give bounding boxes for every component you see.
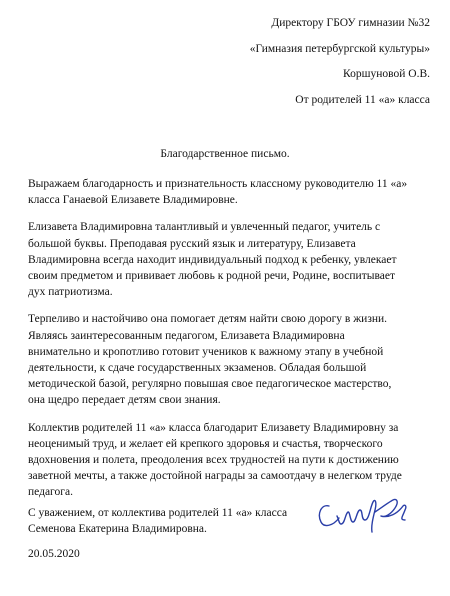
text-line: Елизавета Владимировна талантливый и увлеченный педагог, учитель с	[28, 221, 381, 234]
text-line: она щедро передает детям свои знания.	[28, 394, 221, 407]
text-line: Владимировна всегда находит индивидуальный подход к ребенку, увлекает	[28, 253, 397, 266]
text-line: вдохновения и полета, преодоления всех трудностей на пути к достижению	[28, 454, 399, 467]
text-line: деятельности, к сдаче государственных экзаменов. Обладая большой	[28, 362, 367, 375]
closing-signer-name: Семенова Екатерина Владимировна.	[28, 523, 207, 535]
closing-block	[28, 505, 287, 537]
letter-title: Благодарственное письмо.	[160, 148, 290, 160]
text-line: большой буквы. Преподавая русский язык и литературу, Елизавета	[28, 237, 356, 250]
text-line: внимательно и кропотливо готовит учеников к важному этапу в учебной	[28, 345, 384, 358]
text-line: педагога.	[28, 486, 73, 499]
letter-date: 20.05.2020	[28, 548, 80, 560]
text-line: Выражаем благодарность и признательность классному руководителю 11 «а»	[28, 178, 408, 190]
text-line: Терпеливо и настойчиво она помогает детям найти свою дорогу в жизни.	[28, 313, 388, 326]
paragraph-teacher-description	[28, 219, 440, 300]
text-line: методической базой, регулярно повышая свое педагогическое мастерство,	[28, 378, 392, 391]
closing-regards: С уважением, от коллектива родителей 11 «а» класса	[28, 507, 288, 519]
text-line: класса Ганаевой Елизавете Владимировне.	[28, 194, 238, 207]
paragraph-exam-preparation	[28, 311, 440, 408]
addressee-name: Коршуновой О.В.	[343, 68, 430, 80]
text-line: своим предметом и прививает любовь к родной речи, Родине, воспитывает	[28, 270, 395, 283]
handwritten-signature	[315, 488, 415, 538]
text-line: Являясь заинтересованным педагогом, Елизавета Владимировна	[28, 329, 345, 342]
letter-body	[28, 176, 440, 512]
paragraph-gratitude	[28, 176, 440, 208]
text-line: неоценимый труд, и желает ей крепкого здоровья и счастья, творческого	[28, 437, 383, 450]
addressee-position: Директору ГБОУ гимназии №32	[271, 17, 430, 29]
text-line: Коллектив родителей 11 «а» класса благодарит Елизавету Владимировну за	[28, 421, 399, 434]
text-line: дух патриотизма.	[28, 286, 113, 299]
text-line: заветной мечты, а также достойной награды за самоотдачу в нелегком труде	[28, 470, 402, 483]
sender-line: От родителей 11 «а» класса	[295, 93, 430, 106]
addressee-block	[250, 16, 430, 118]
addressee-school: «Гимназия петербургской культуры»	[249, 42, 430, 55]
